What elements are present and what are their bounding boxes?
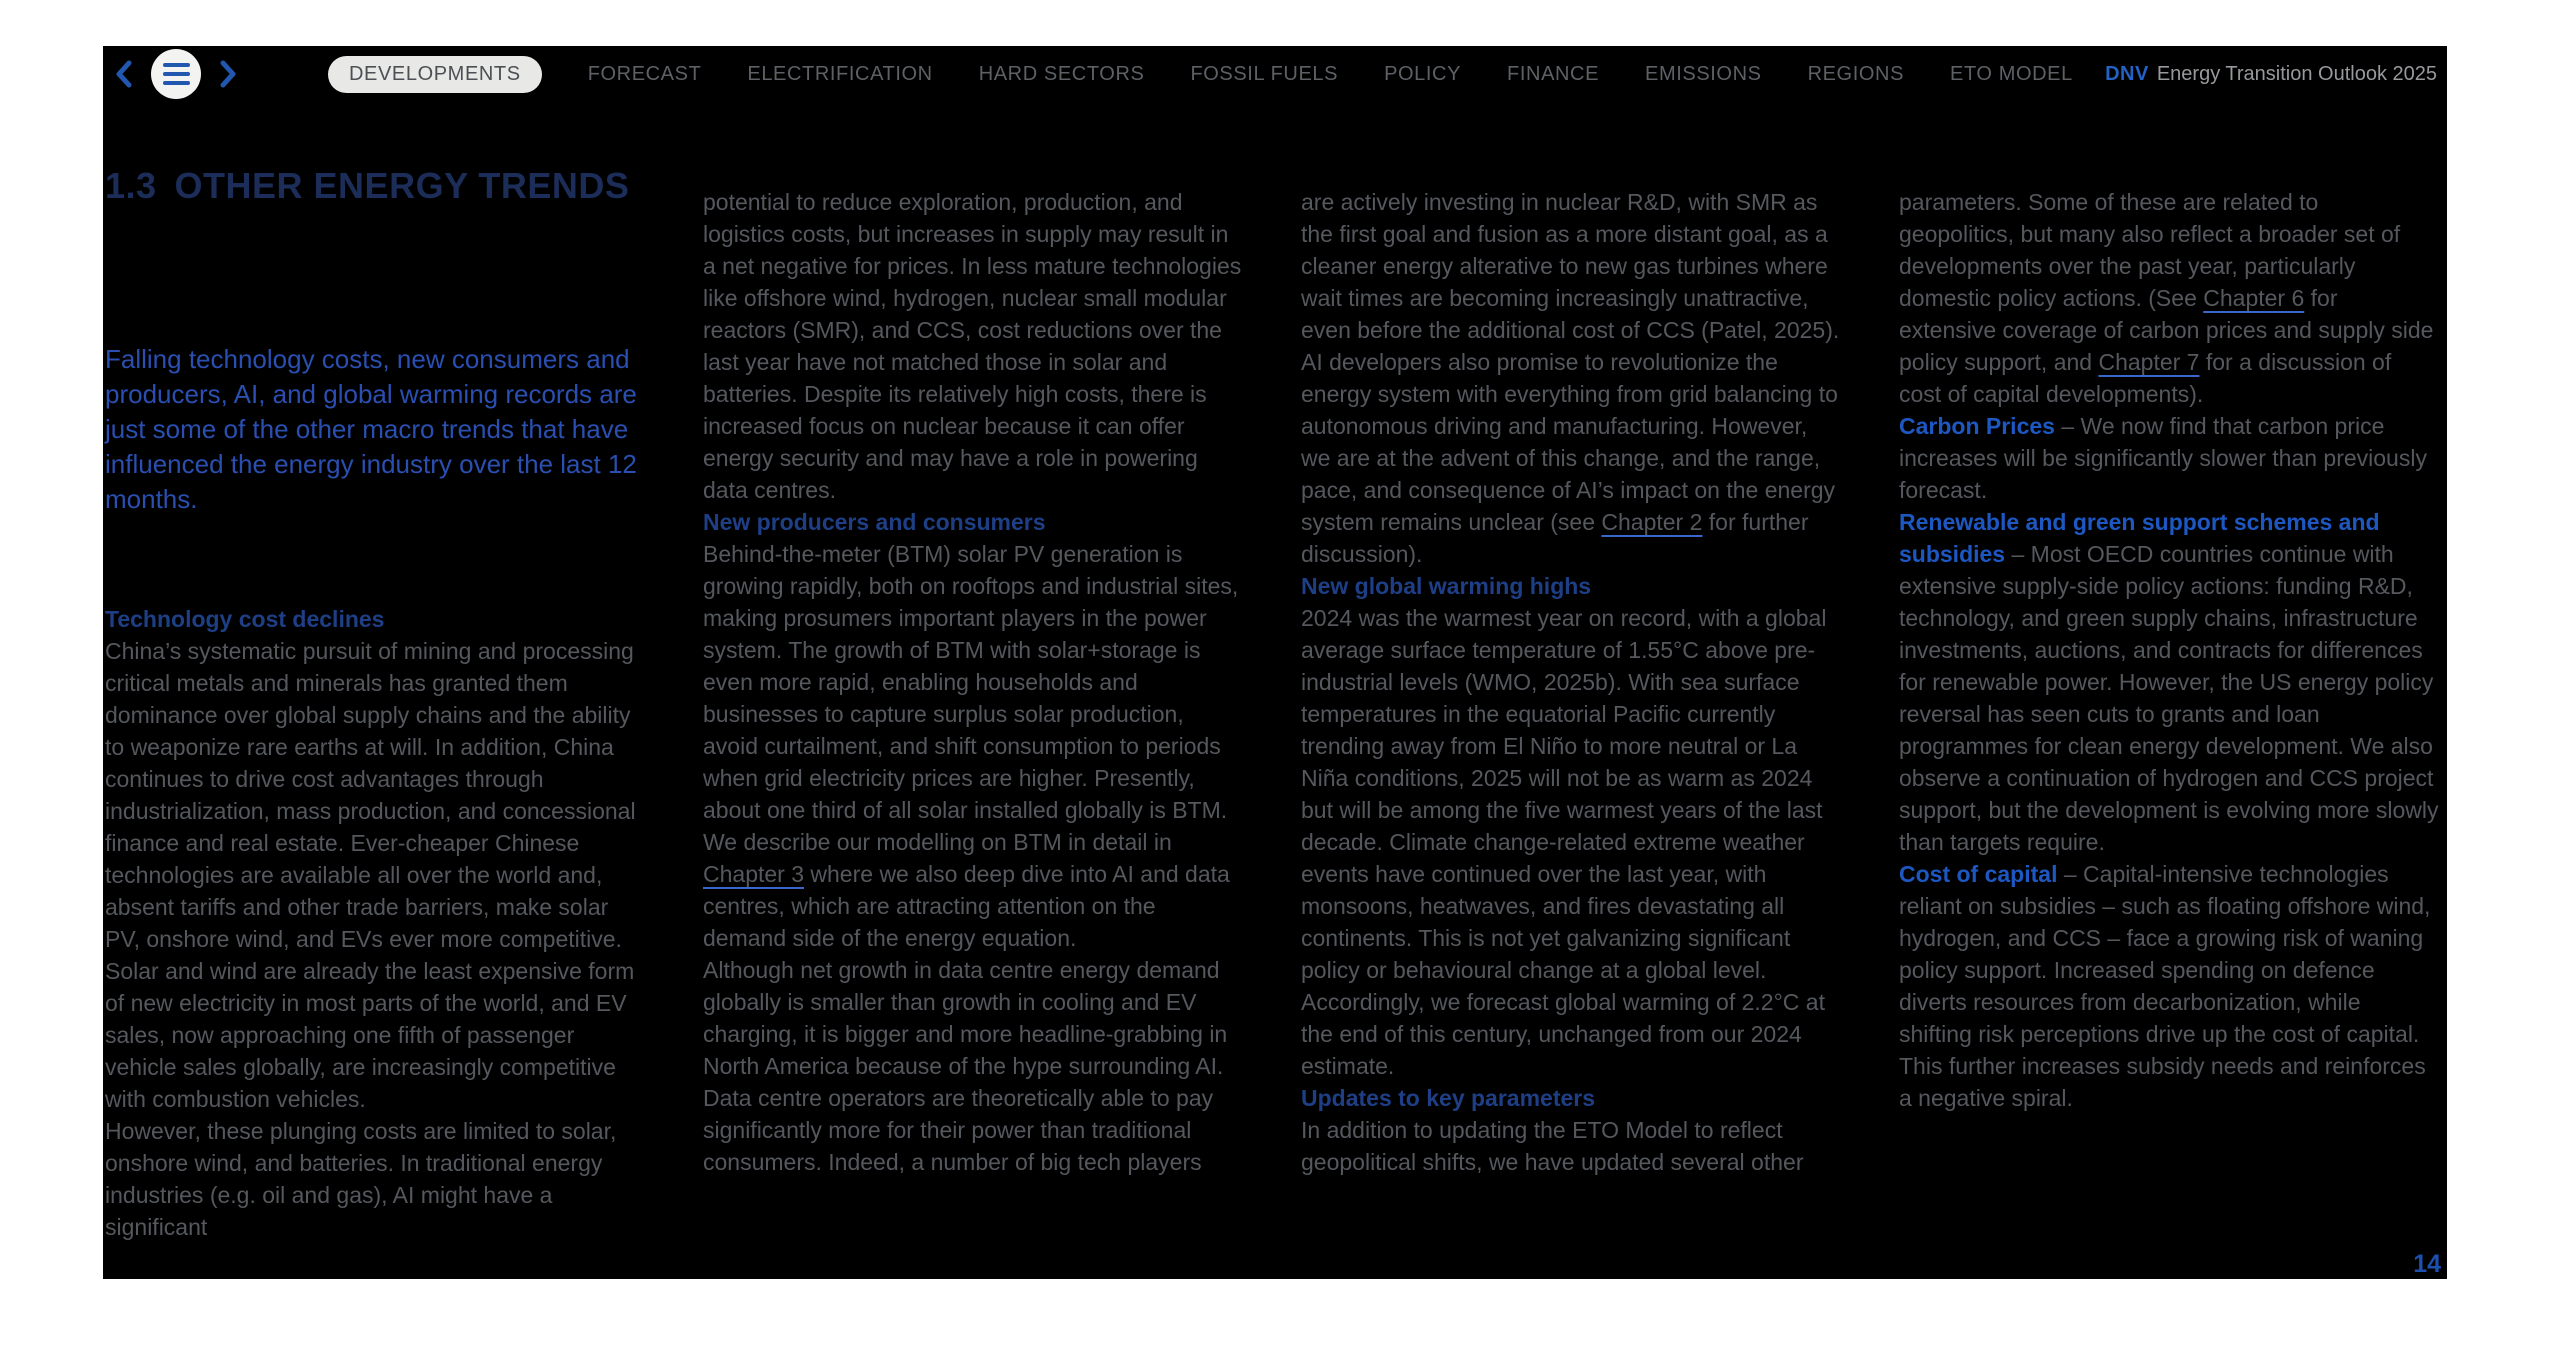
body-paragraph: 2024 was the warmest year on record, with a global average surface temperature of 1.55°C above pre-industrial levels (WMO, 2025b). With sea surface temperatures in the equatorial Pacific currently trending away from El Niño to more neutral or La Niña conditions, 2025 will not be as warm as 2024 but will be among the five warmest years of the last decade. Climate change-related extreme weather events have continued over the last year, with monsoons, heatwaves, and fires devastating all continents. This is not yet galvanizing significant policy or behavioural change at a global level. Accordingly, we forecast global warming of 2.2°C at the end of this century, unchanged from our 2024 estimate. — [1301, 605, 1827, 1079]
body-paragraph: China’s systematic pursuit of mining and processing critical metals and minerals has granted them dominance over global supply chains and the ability to weaponize rare earths at will. In addition, China continues to drive cost advantages through industrialization, mass production, and concessional finance and real estate. Ever-cheaper Chinese technologies are available all over the world and, absent tariffs and other trade barriers, make solar PV, onshore wind, and EVs ever more competitive. Solar and wind are already the least expensive form of new electricity in most parts of the world, and EV sales, now approaching one fifth of passenger vehicle sales globally, are increasingly competitive with combustion vehicles. — [105, 638, 636, 1112]
tab-forecast[interactable]: FORECAST — [587, 62, 702, 85]
section-heading: New global warming highs — [1301, 573, 1592, 599]
body-paragraph: AI developers also promise to revolutionize the energy system with everything from grid balancing to autonomous driving and manufacturing. However, we are at the advent of this change, and the range, pace, and consequence of AI’s impact on the energy system remains unclear (see Chapter 2 for further discussion). — [1301, 349, 1838, 567]
chevron-right-icon — [218, 59, 238, 89]
section-heading-technology-cost-declines: Technology cost declines China’s systematic pursuit of mining and processing critical metals and minerals has granted them dominance over global supply chains and the ability to weaponize rare earths at will. In addition, China continues to drive cost advantages through industrialization, mass production, and concessional finance and real estate. Ever-cheaper Chinese technologies are available all over the world and, absent tariffs and other trade barriers, make solar PV, onshore wind, and EVs ever more competitive. Solar and wind are already the least expensive form of new electricity in most parts of the world, and EV sales, now approaching one fifth of passenger vehicle sales globally, are increasingly competitive with combustion vehicles. — [105, 606, 636, 1112]
section-title-text: OTHER ENERGY TRENDS — [174, 165, 630, 206]
body-paragraph: potential to reduce exploration, production, and logistics costs, but increases in supply may result in a net negative for prices. In less mature technologies like offshore wind, hydrogen, nuclear small modular reactors (SMR), and CCS, cost reductions over the last year have not matched those in solar and batteries. Despite its relatively high costs, there is increased focus on nuclear because it can offer energy security and may have a role in powering data centres. — [703, 189, 1242, 503]
menu-button[interactable] — [151, 49, 201, 99]
carbon-prices-item — [1899, 410, 2439, 506]
section-tabs — [328, 56, 2073, 93]
report-brand — [2105, 63, 2437, 86]
body-paragraph: Although net growth in data centre energy demand globally is smaller than growth in cooling and EV charging, it is bigger and more headline-grabbing in North America because of the hype surrounding AI. Data centre operators are theoretically able to pay significantly more for their power than traditional consumers. Indeed, a number of big tech players — [703, 957, 1228, 1175]
section-new-global-warming-highs — [1301, 570, 1841, 1082]
text-column-1 — [105, 165, 645, 1243]
renewable-support-item — [1899, 506, 2439, 858]
prev-page-button[interactable] — [109, 54, 139, 94]
tab-hard-sectors[interactable]: HARD SECTORS — [978, 62, 1145, 85]
chapter-7-link[interactable]: Chapter 7 — [2098, 349, 2200, 375]
page-number: 14 — [2413, 1250, 2441, 1278]
page-navigation-controls — [109, 49, 243, 99]
page-content — [105, 165, 2439, 1243]
section-new-producers-and-consumers — [703, 506, 1243, 826]
body-paragraph: – Most OECD countries continue with extensive supply-side policy actions: funding R&D, technology, and green supply chains, infrastructure investments, auctions, and contracts for differences for renewable power. However, the US energy policy reversal has seen cuts to grants and loan programmes for clean energy development. We also observe a continuation of hydrogen and CCS project support, but the development is evolving more slowly than targets require. — [1899, 541, 2439, 855]
text-column-2 — [703, 170, 1243, 1243]
tab-fossil-fuels[interactable]: FOSSIL FUELS — [1190, 62, 1339, 85]
intro-paragraph: Falling technology costs, new consumers and producers, AI, and global warming records are just some of the other macro trends that have influenced the energy industry over the last 12 months. — [105, 344, 637, 514]
tab-developments[interactable]: DEVELOPMENTS — [328, 56, 542, 93]
body-paragraph: parameters. Some of these are related to geopolitics, but many also reflect a broader set of developments over the past year, particularly domestic policy actions. (See Chapter 6 for extensive coverage of carbon prices and supply side policy support, and Chapter 7 for a discussion of cost of capital developments). — [1899, 189, 2434, 407]
dnv-logo: DNV — [2105, 62, 2149, 85]
carbon-prices-lead: Carbon Prices — [1899, 413, 2055, 439]
report-title-text: Energy Transition Outlook 2025 — [2156, 62, 2437, 85]
report-slide — [103, 46, 2447, 1279]
section-updates-to-key-parameters — [1301, 1082, 1841, 1178]
tab-electrification[interactable]: ELECTRIFICATION — [747, 62, 933, 85]
tab-emissions[interactable]: EMISSIONS — [1645, 62, 1762, 85]
body-paragraph: are actively investing in nuclear R&D, with SMR as the first goal and fusion as a more distant goal, as a cleaner energy alterative to new gas turbines where wait times are becoming increasingly unattractive, even before the additional cost of CCS (Patel, 2025). — [1301, 189, 1840, 343]
tab-finance[interactable]: FINANCE — [1507, 62, 1600, 85]
text-column-3 — [1301, 170, 1841, 1243]
section-heading: New producers and consumers — [703, 509, 1046, 535]
chapter-6-link[interactable]: Chapter 6 — [2203, 285, 2305, 311]
section-heading: Updates to key parameters — [1301, 1085, 1596, 1111]
section-number: 1.3 — [105, 165, 157, 206]
chapter-3-link[interactable]: Chapter 3 — [703, 861, 805, 887]
body-paragraph: We describe our modelling on BTM in detail in Chapter 3 where we also deep dive into AI and data centres, which are attracting attention on the demand side of the energy equation. — [703, 829, 1230, 951]
chevron-left-icon — [114, 59, 134, 89]
page-title — [105, 165, 645, 206]
chapter-2-link[interactable]: Chapter 2 — [1601, 509, 1703, 535]
next-page-button[interactable] — [213, 54, 243, 94]
cost-of-capital-lead: Cost of capital — [1899, 861, 2058, 887]
cost-of-capital-item — [1899, 858, 2439, 1114]
text-column-4 — [1899, 170, 2439, 1243]
tab-regions[interactable]: REGIONS — [1807, 62, 1905, 85]
tab-eto-model[interactable]: ETO MODEL — [1950, 62, 2073, 85]
tab-policy[interactable]: POLICY — [1384, 62, 1462, 85]
body-paragraph: However, these plunging costs are limited to solar, onshore wind, and batteries. In traditional energy industries (e.g. oil and gas), AI might have a significant — [105, 1118, 617, 1240]
body-paragraph: In addition to updating the ETO Model to reflect geopolitical shifts, we have updated several other — [1301, 1117, 1804, 1175]
menu-icon — [163, 63, 190, 67]
top-navigation-bar — [103, 46, 2447, 102]
body-paragraph: – Capital-intensive technologies reliant on subsidies – such as floating offshore wind, hydrogen, and CCS – face a growing risk of waning policy support. Increased spending on defence diverts resources from decarbonization, while shifting risk perceptions drive up the cost of capital. This further increases subsidy needs and reinforces a negative spiral. — [1899, 861, 2431, 1111]
body-paragraph: – We now find that carbon price increases will be significantly slower than previously forecast. — [1899, 413, 2427, 503]
body-paragraph: Behind-the-meter (BTM) solar PV generation is growing rapidly, both on rooftops and industrial sites, making prosumers important players in the power system. The growth of BTM with solar+storage is even more rapid, enabling households and businesses to capture surplus solar production, avoid curtailment, and shift consumption to periods when grid electricity prices are higher. Presently, about one third of all solar installed globally is BTM. — [703, 541, 1239, 823]
renewable-support-lead: Renewable and green support schemes and subsidies — [1899, 509, 2380, 567]
